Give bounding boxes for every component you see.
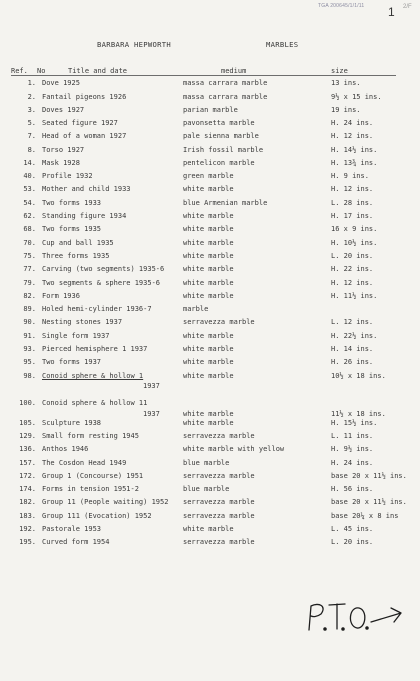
list-item [0,444,420,454]
item-title: Conoid sphere & hollow 11 [42,399,148,407]
item-size: H. 22 ins. [331,265,374,273]
list-item [0,105,420,115]
item-size: H. 12 ins. [331,279,374,287]
item-medium: white marble [183,419,234,427]
item-number: 79. [23,279,36,287]
item-title: Sculpture 1938 [42,419,102,427]
item-number: 100. [19,399,36,407]
item-medium: massa carrara marble [183,79,268,87]
item-size: 13 ins. [331,79,361,87]
list-item [0,211,420,221]
list-item [0,224,420,234]
item-medium: pale sienna marble [183,132,259,140]
item-title: Torso 1927 [42,146,85,154]
item-size: H. 9 ins. [331,172,369,180]
item-number: 7. [27,132,36,140]
list-item [0,92,420,102]
item-title: Two forms 1935 [42,225,102,233]
item-title: Seated figure 1927 [42,119,118,127]
item-number: 93. [23,345,36,353]
list-item [0,291,420,301]
item-size: 9½ x 15 ins. [331,93,382,101]
list-item [0,511,420,521]
item-number: 90. [23,318,36,326]
item-title: Conoid sphere & hollow 1 [42,372,144,380]
item-medium: parian marble [183,106,238,114]
item-number: 98. [23,372,36,380]
list-item [0,238,420,248]
item-number: 62. [23,212,36,220]
item-number: 192. [19,525,36,533]
item-medium: white marble [183,410,234,418]
item-title: Pastorale 1953 [42,525,102,533]
item-medium: white marble [183,345,234,353]
item-size: 16 x 9 ins. [331,225,378,233]
item-number: 70. [23,239,36,247]
item-size: 10½ x 18 ins. [331,372,386,380]
list-item [0,278,420,288]
list-item [0,251,420,261]
list-item [0,131,420,141]
item-medium: serravezza marble [183,512,255,520]
item-number: 14. [23,159,36,167]
list-item [0,78,420,88]
item-size: H. 9½ ins. [331,445,374,453]
item-size: H. 17 ins. [331,212,374,220]
item-size: H. 10½ ins. [331,239,378,247]
item-medium: Irish fossil marble [183,146,264,154]
item-medium: blue marble [183,459,230,467]
item-medium: serravezza marble [183,432,255,440]
item-medium: white marble [183,239,234,247]
item-size: L. 45 ins. [331,525,374,533]
item-size: L. 11 ins. [331,432,374,440]
item-number: 68. [23,225,36,233]
item-size: H. 24 ins. [331,459,374,467]
list-item [0,118,420,128]
item-title: Two segments & sphere 1935-6 [42,279,161,287]
item-title-year: 1937 [143,382,160,390]
item-number: 8. [27,146,36,154]
item-number: 174. [19,485,36,493]
item-size: H. 12 ins. [331,132,374,140]
item-medium: blue marble [183,485,230,493]
category-title: MARBLES [266,40,299,49]
item-title: Fantail pigeons 1926 [42,93,127,101]
list-item [0,198,420,208]
item-number: 5. [27,119,36,127]
item-title: Profile 1932 [42,172,93,180]
item-title: Pierced hemisphere 1 1937 [42,345,148,353]
item-medium: marble [183,305,209,313]
item-size: 11½ x 18 ins. [331,410,386,418]
list-item [0,171,420,181]
item-title: Standing figure 1934 [42,212,127,220]
list-item [0,158,420,168]
item-title: Carving (two segments) 1935-6 [42,265,165,273]
item-medium: white marble [183,279,234,287]
pto-handwritten-annotation [303,596,407,636]
corner-mark: 2/F [403,4,412,10]
item-title: Mask 1928 [42,159,80,167]
item-number: 3. [27,106,36,114]
list-item [0,304,420,314]
list-item [0,524,420,534]
header-medium: medium [221,67,247,75]
list-item [0,484,420,494]
item-size: H. 13¾ ins. [331,159,378,167]
item-title: Single form 1937 [42,332,110,340]
header-no: No [37,67,46,75]
item-title: Cup and ball 1935 [42,239,114,247]
list-item [0,418,420,428]
item-size: H. 24 ins. [331,119,374,127]
item-size: L. 20 ins. [331,538,374,546]
item-title: Anthos 1946 [42,445,89,453]
item-number: 53. [23,185,36,193]
item-size: base 20¼ x 8 ins [331,512,399,520]
list-item [0,145,420,155]
item-title: The Cosdon Head 1949 [42,459,127,467]
item-number: 183. [19,512,36,520]
list-item [0,264,420,274]
list-item [0,317,420,327]
item-number: 77. [23,265,36,273]
item-title: Group 111 (Evocation) 1952 [42,512,152,520]
item-title: Forms in tension 1951-2 [42,485,139,493]
item-size: H. 12 ins. [331,185,374,193]
item-title: Dove 1925 [42,79,80,87]
item-title: Curved form 1954 [42,538,110,546]
header-size: size [331,67,348,75]
item-title: Two forms 1937 [42,358,102,366]
item-size: H. 14 ins. [331,345,374,353]
item-medium: green marble [183,172,234,180]
item-title: Nesting stones 1937 [42,318,123,326]
list-item [0,497,420,507]
item-medium: white marble [183,332,234,340]
item-medium: white marble [183,252,234,260]
item-medium: pentelicon marble [183,159,255,167]
item-title: Mother and child 1933 [42,185,131,193]
item-size: H. 22½ ins. [331,332,378,340]
item-medium: pavonsetta marble [183,119,255,127]
item-number: 172. [19,472,36,480]
item-medium: serravezza marble [183,498,255,506]
list-item [0,184,420,194]
item-size: L. 20 ins. [331,252,374,260]
item-size: L. 12 ins. [331,318,374,326]
header-ref: Ref. [11,67,28,75]
item-size: base 20 x 11½ ins. [331,472,407,480]
item-medium: white marble [183,212,234,220]
item-number: 157. [19,459,36,467]
list-item [0,537,420,547]
item-title-year: 1937 [143,410,160,418]
item-size: H. 26 ins. [331,358,374,366]
item-number: 54. [23,199,36,207]
list-item [0,344,420,354]
item-number: 136. [19,445,36,453]
list-item [0,331,420,341]
item-title: Small form resting 1945 [42,432,139,440]
item-title: Group 1 (Concourse) 1951 [42,472,144,480]
item-number: 82. [23,292,36,300]
header-rule [11,75,396,76]
artist-name: BARBARA HEPWORTH [97,40,172,49]
item-medium: white marble [183,265,234,273]
item-medium: white marble [183,225,234,233]
archive-reference: TGA 200645/1/1/11 [318,3,365,9]
item-size: H. 11½ ins. [331,292,378,300]
item-number: 1. [27,79,36,87]
item-title: Form 1936 [42,292,80,300]
item-size: L. 28 ins. [331,199,374,207]
item-title: Head of a woman 1927 [42,132,127,140]
item-medium: serravezza marble [183,472,255,480]
item-number: 91. [23,332,36,340]
list-item [0,458,420,468]
item-medium: white marble [183,185,234,193]
list-item [0,431,420,441]
item-size: H. 14½ ins. [331,146,378,154]
item-number: 105. [19,419,36,427]
list-item [0,357,420,367]
item-number: 195. [19,538,36,546]
item-medium: blue Armenian marble [183,199,268,207]
item-size: H. 56 ins. [331,485,374,493]
header-title: Title and date [68,67,128,75]
item-title: Three forms 1935 [42,252,110,260]
page-number: 1 [388,5,395,19]
item-medium: white marble with yellow [183,445,285,453]
item-title: Two forms 1933 [42,199,102,207]
item-number: 129. [19,432,36,440]
item-medium: white marble [183,372,234,380]
item-medium: white marble [183,358,234,366]
item-number: 40. [23,172,36,180]
item-medium: white marble [183,525,234,533]
list-item [0,371,420,390]
list-item [0,471,420,481]
item-medium: white marble [183,292,234,300]
item-title: Holed hemi-cylinder 1936-7 [42,305,152,313]
item-number: 2. [27,93,36,101]
list-item [0,398,420,418]
item-title: Doves 1927 [42,106,85,114]
item-size: 19 ins. [331,106,361,114]
item-title: Group 11 (People waiting) 1952 [42,498,169,506]
item-medium: massa carrara marble [183,93,268,101]
item-medium: serravezza marble [183,538,255,546]
item-medium: serravezza marble [183,318,255,326]
item-size: H. 15½ ins. [331,419,378,427]
item-size: base 20 x 11½ ins. [331,498,407,506]
item-number: 182. [19,498,36,506]
item-number: 89. [23,305,36,313]
item-number: 95. [23,358,36,366]
item-number: 75. [23,252,36,260]
